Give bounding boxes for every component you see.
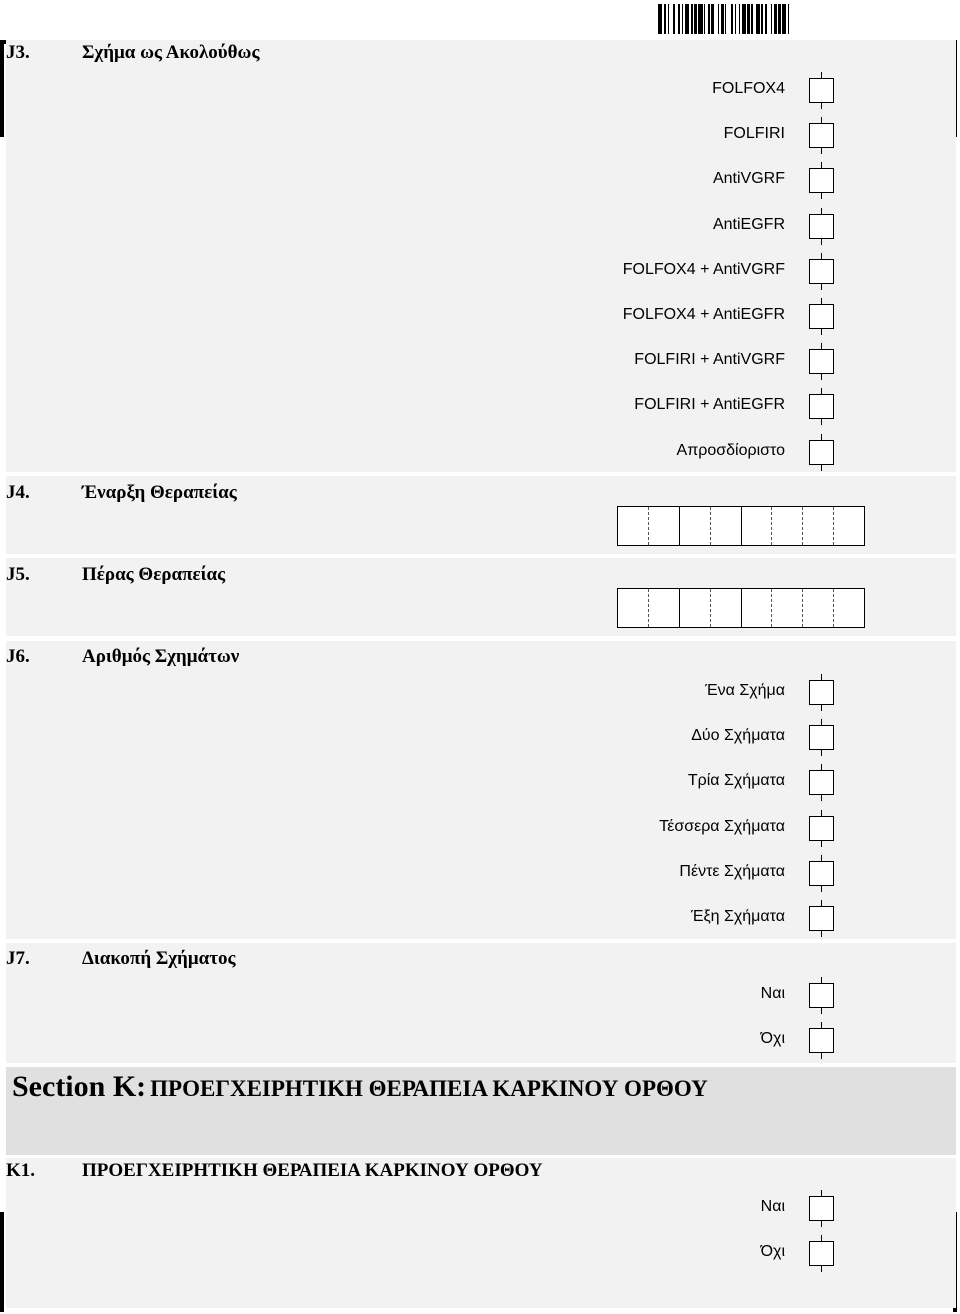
k1-option-label: Ναι [760, 1198, 785, 1215]
j3-option-checkbox[interactable] [809, 78, 834, 103]
j7-title: Διακοπή Σχήματος [82, 948, 236, 969]
section-k-title: ΠΡΟΕΓΧΕΙΡΗΤΙΚΗ ΘΕΡΑΠΕΙΑ ΚΑΡΚΙΝΟΥ ΟΡΘΟΥ [150, 1076, 708, 1101]
j6-checkbox-tick [821, 705, 822, 711]
j3-option-label: FOLFIRI + AntiVGRF [634, 351, 785, 369]
j3-option-label: AntiEGFR [712, 215, 785, 233]
k1-checkbox-tick [821, 1221, 822, 1227]
j6-option-checkbox[interactable] [809, 816, 834, 841]
j3-checkbox-tick [821, 193, 822, 199]
j5-number: J5. [6, 564, 30, 585]
j6-checkbox-tick [821, 931, 822, 937]
j7-number: J7. [6, 948, 30, 969]
corner-mark-top-left [0, 40, 4, 137]
k1-option-label: Όχι [760, 1243, 785, 1260]
j3-option-label: Απροσδίοριστο [676, 441, 785, 459]
section-k-prefix: Section K: [12, 1070, 147, 1103]
j6-option-label: Τέσσερα Σχήματα [659, 817, 785, 835]
end-date-input[interactable] [617, 588, 865, 628]
j6-option-checkbox[interactable] [809, 770, 834, 795]
j5-title: Πέρας Θεραπείας [82, 564, 226, 585]
j6-checkbox-tick [821, 841, 822, 847]
j6-checkbox-tick [821, 886, 822, 892]
corner-mark-bottom-left [0, 1212, 4, 1312]
j3-checkbox-tick [821, 329, 822, 335]
j6-option-label: Δύο Σχήματα [691, 727, 785, 745]
j3-checkbox-tick [821, 148, 822, 154]
section-k-heading [12, 1070, 708, 1104]
j7-checkbox-tick [821, 1053, 822, 1059]
j3-option-checkbox[interactable] [809, 259, 834, 284]
k1-title: ΠΡΟΕΓΧΕΙΡΗΤΙΚΗ ΘΕΡΑΠΕΙΑ ΚΑΡΚΙΝΟΥ ΟΡΘΟΥ [82, 1160, 543, 1181]
j3-checkbox-tick [821, 374, 822, 380]
j3-option-label: AntiVGRF [712, 170, 785, 188]
j7-option-label: Ναι [760, 985, 785, 1002]
j6-number: J6. [6, 646, 30, 667]
j3-title: Σχήμα ως Ακολούθως [82, 42, 260, 63]
j6-option-label: Έξη Σχήματα [690, 908, 785, 925]
j3-option-checkbox[interactable] [809, 394, 834, 419]
j3-option-label: FOLFIRI + AntiEGFR [634, 396, 785, 414]
j6-option-label: Τρία Σχήματα [687, 772, 785, 790]
j6-option-checkbox[interactable] [809, 861, 834, 886]
j3-checkbox-tick [821, 419, 822, 425]
j6-title: Αριθμός Σχημάτων [82, 646, 240, 667]
j3-option-checkbox[interactable] [809, 440, 834, 465]
j3-option-label: FOLFOX4 [712, 80, 785, 97]
j7-checkbox-tick [821, 1008, 822, 1014]
j3-checkbox-tick [821, 103, 822, 109]
j3-option-label: FOLFOX4 + AntiVGRF [622, 260, 785, 278]
j3-option-checkbox[interactable] [809, 168, 834, 193]
j6-option-checkbox[interactable] [809, 906, 834, 931]
j3-option-label: FOLFOX4 + AntiEGFR [622, 306, 785, 323]
j3-option-checkbox[interactable] [809, 304, 834, 329]
j3-checkbox-tick [821, 284, 822, 290]
j4-number: J4. [6, 482, 30, 503]
k1-checkbox-tick [821, 1266, 822, 1272]
j4-title: Έναρξη Θεραπείας [82, 482, 237, 503]
j6-option-checkbox[interactable] [809, 680, 834, 705]
k1-number: K1. [6, 1160, 36, 1181]
k1-option-checkbox[interactable] [809, 1196, 834, 1221]
barcode-bar [789, 4, 792, 34]
j3-option-checkbox[interactable] [809, 214, 834, 239]
barcode [658, 4, 904, 34]
j7-option-checkbox[interactable] [809, 983, 834, 1008]
j3-option-label: FOLFIRI [723, 125, 785, 143]
j7-option-checkbox[interactable] [809, 1028, 834, 1053]
j6-option-checkbox[interactable] [809, 725, 834, 750]
j3-checkbox-tick [821, 465, 822, 471]
j3-number: J3. [6, 42, 30, 63]
j6-checkbox-tick [821, 795, 822, 801]
j3-checkbox-tick [821, 239, 822, 245]
j7-option-label: Όχι [760, 1030, 785, 1047]
k1-option-checkbox[interactable] [809, 1241, 834, 1266]
j3-option-checkbox[interactable] [809, 349, 834, 374]
j6-option-label: Πέντε Σχήματα [679, 862, 785, 880]
j6-checkbox-tick [821, 750, 822, 756]
j6-option-label: Ένα Σχήμα [705, 682, 785, 699]
start-date-input[interactable] [617, 506, 865, 546]
j3-option-checkbox[interactable] [809, 123, 834, 148]
